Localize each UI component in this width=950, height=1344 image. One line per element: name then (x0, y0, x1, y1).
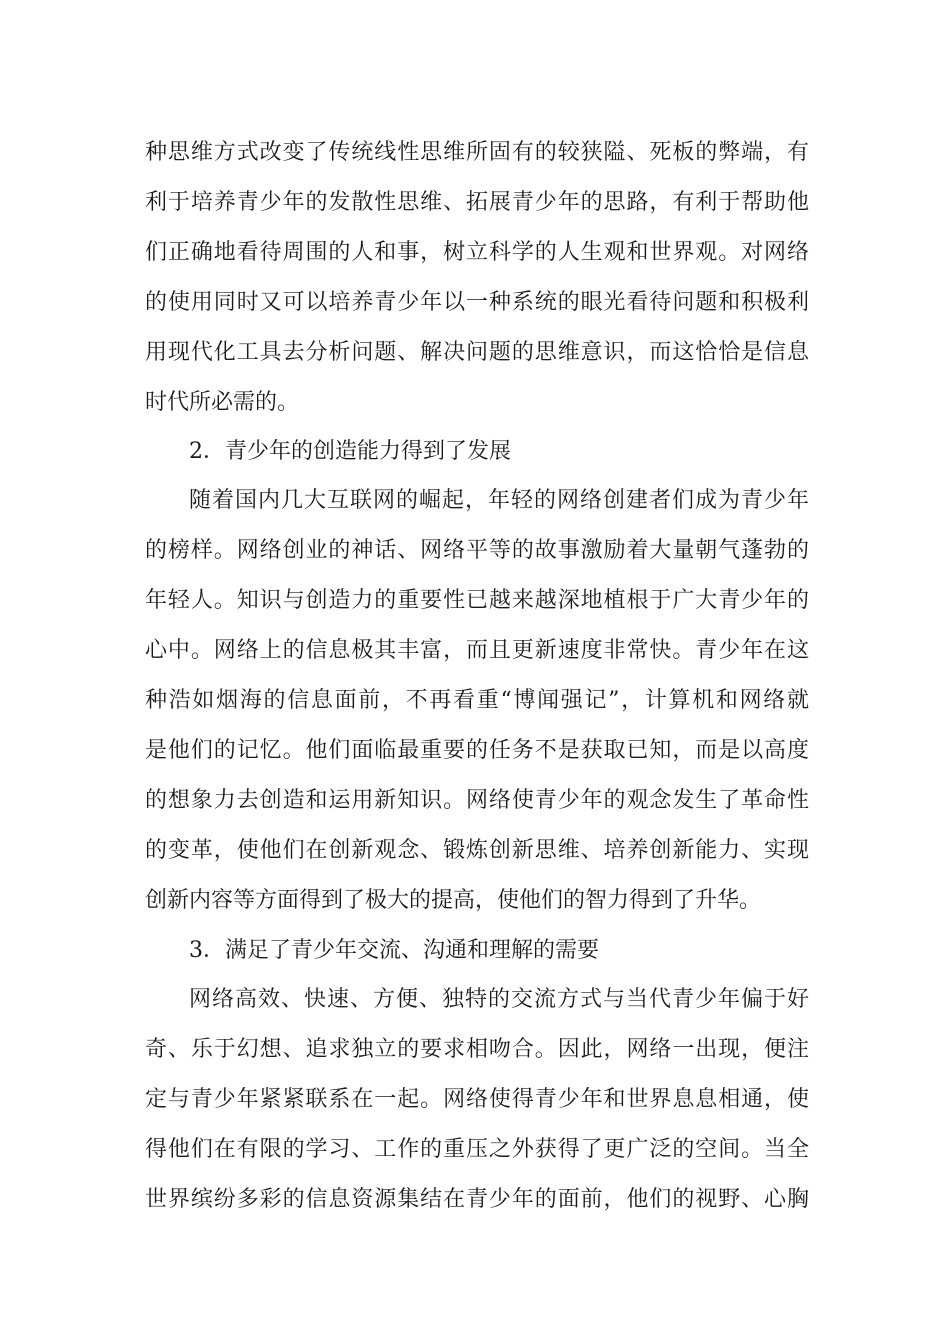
paragraph-line: 奇、乐于幻想、追求独立的要求相吻合。因此，网络一出现，便注 (145, 1037, 809, 1062)
paragraph-line: 心中。网络上的信息极其丰富，而且更新速度非常快。青少年在这 (145, 638, 809, 663)
section-heading: 3．满足了青少年交流、沟通和理解的需要 (189, 938, 599, 963)
paragraph-line: 的想象力去创造和运用新知识。网络使青少年的观念发生了革命性 (145, 788, 809, 813)
paragraph-line: 年轻人。知识与创造力的重要性已越来越深地植根于广大青少年的 (145, 588, 809, 613)
paragraph-line: 世界缤纷多彩的信息资源集结在青少年的面前，他们的视野、心胸 (145, 1187, 809, 1212)
paragraph-line: 网络高效、快速、方便、独特的交流方式与当代青少年偏于好 (189, 987, 809, 1012)
paragraph-line: 的榜样。网络创业的神话、网络平等的故事激励着大量朝气蓬勃的 (145, 538, 809, 563)
paragraph-line: 利于培养青少年的发散性思维、拓展青少年的思路，有利于帮助他 (145, 190, 809, 215)
paragraph-line: 随着国内几大互联网的崛起，年轻的网络创建者们成为青少年 (189, 488, 809, 513)
paragraph-line: 是他们的记忆。他们面临最重要的任务不是获取已知，而是以高度 (145, 738, 809, 763)
paragraph-line: 定与青少年紧紧联系在一起。网络使得青少年和世界息息相通，使 (145, 1087, 809, 1112)
paragraph-line: 创新内容等方面得到了极大的提高，使他们的智力得到了升华。 (145, 888, 762, 913)
paragraph-line: 们正确地看待周围的人和事，树立科学的人生观和世界观。对网络 (145, 240, 809, 265)
paragraph-line: 时代所必需的。 (145, 390, 300, 415)
paragraph-line: 种思维方式改变了传统线性思维所固有的较狭隘、死板的弊端，有 (145, 140, 809, 165)
paragraph-line: 的使用同时又可以培养青少年以一种系统的眼光看待问题和积极利 (145, 290, 809, 315)
paragraph-line: 的变革，使他们在创新观念、锻炼创新思维、培养创新能力、实现 (145, 838, 809, 863)
paragraph-line: 用现代化工具去分析问题、解决问题的思维意识，而这恰恰是信息 (145, 340, 809, 365)
paragraph-line: 得他们在有限的学习、工作的重压之外获得了更广泛的空间。当全 (145, 1137, 809, 1162)
paragraph-line: 种浩如烟海的信息面前，不再看重“博闻强记”，计算机和网络就 (145, 688, 809, 713)
section-heading: 2．青少年的创造能力得到了发展 (189, 439, 511, 464)
